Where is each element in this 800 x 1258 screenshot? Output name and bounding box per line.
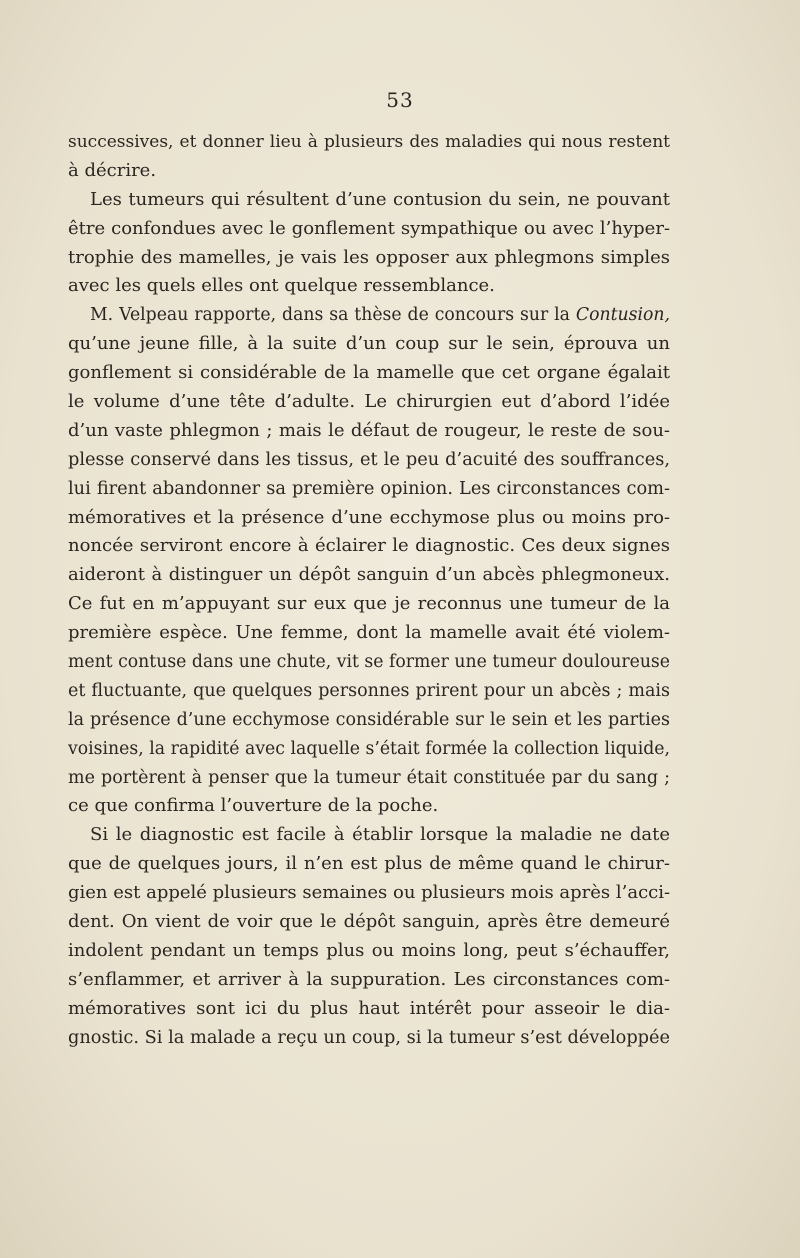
text-line: mémoratives sont ici du plus haut intérêt pour asseoir le dia- xyxy=(68,997,670,1019)
italic-word: Contusion, xyxy=(575,305,670,326)
text-line: ment contuse dans une chute, vit se former une tumeur douloureuse xyxy=(68,652,670,673)
text-line: dent. On vient de voir que le dépôt sanguin, après être demeuré xyxy=(68,911,670,933)
text-line: Ce fut en m’appuyant sur eux que je reconnus une tumeur de la xyxy=(68,593,670,615)
text-line: Si le diagnostic est facile à établir lorsque la maladie ne date xyxy=(90,824,670,846)
text-line: lui firent abandonner sa première opinion. Les circonstances com- xyxy=(68,478,670,499)
text-line: que de quelques jours, il n’en est plus de même quand le chirur- xyxy=(68,853,670,875)
text-line: qu’une jeune fille, à la suite d’un coup sur le sein, éprouva un xyxy=(68,333,670,355)
text-line: gonflement si considérable de la mamelle que cet organe égalait xyxy=(68,362,670,384)
text-line: indolent pendant un temps plus ou moins long, peut s’échauffer, xyxy=(68,939,670,961)
text-line: voisines, la rapidité avec laquelle s’était formée la collection liquide, xyxy=(68,738,670,759)
text-line: s’enflammer, et arriver à la suppuration. Les circonstances com- xyxy=(68,968,670,990)
text-line: d’un vaste phlegmon ; mais le défaut de rougeur, le reste de sou- xyxy=(68,419,670,441)
text-line: Les tumeurs qui résultent d’une contusion du sein, ne pouvant xyxy=(90,188,670,210)
text-line: la présence d’une ecchymose considérable sur le sein et les parties xyxy=(68,709,670,730)
text-line: aideront à distinguer un dépôt sanguin d’un abcès phlegmoneux. xyxy=(68,564,670,586)
paragraph xyxy=(68,128,670,186)
body-text xyxy=(68,128,670,1053)
text-line: ce que confirma l’ouverture de la poche. xyxy=(68,795,439,817)
text-line: noncée serviront encore à éclairer le diagnostic. Ces deux signes xyxy=(68,535,670,557)
text-line: gien est appelé plusieurs semaines ou plusieurs mois après l’acci- xyxy=(68,882,670,904)
paragraph xyxy=(68,301,670,821)
text-line: être confondues avec le gonflement sympathique ou avec l’hyper- xyxy=(68,217,670,239)
text-line: le volume d’une tête d’adulte. Le chirurgien eut d’abord l’idée xyxy=(68,391,670,413)
text-line: avec les quels elles ont quelque ressemblance. xyxy=(68,275,495,297)
text-line: mémoratives et la présence d’une ecchymose plus ou moins pro- xyxy=(68,506,670,528)
text-line: M. Velpeau rapporte, dans sa thèse de concours sur la Contusion, xyxy=(90,305,670,326)
text-line: plesse conservé dans les tissus, et le peu d’acuité des souffrances, xyxy=(68,449,670,470)
paragraph xyxy=(68,821,670,1052)
text-line: successives, et donner lieu à plusieurs des maladies qui nous restent xyxy=(68,132,670,152)
text-line: et fluctuante, que quelques personnes prirent pour un abcès ; mais xyxy=(68,680,670,701)
text-line: trophie des mamelles, je vais les opposer aux phlegmons simples xyxy=(68,246,670,268)
text-line: à décrire. xyxy=(68,159,157,181)
paragraph xyxy=(68,186,670,302)
text-line: gnostic. Si la malade a reçu un coup, si la tumeur s’est développée xyxy=(68,1027,670,1048)
text-line: me portèrent à penser que la tumeur était constituée par du sang ; xyxy=(68,767,670,788)
text-line: première espèce. Une femme, dont la mamelle avait été violem- xyxy=(68,622,670,644)
page-number: 53 xyxy=(386,88,414,112)
